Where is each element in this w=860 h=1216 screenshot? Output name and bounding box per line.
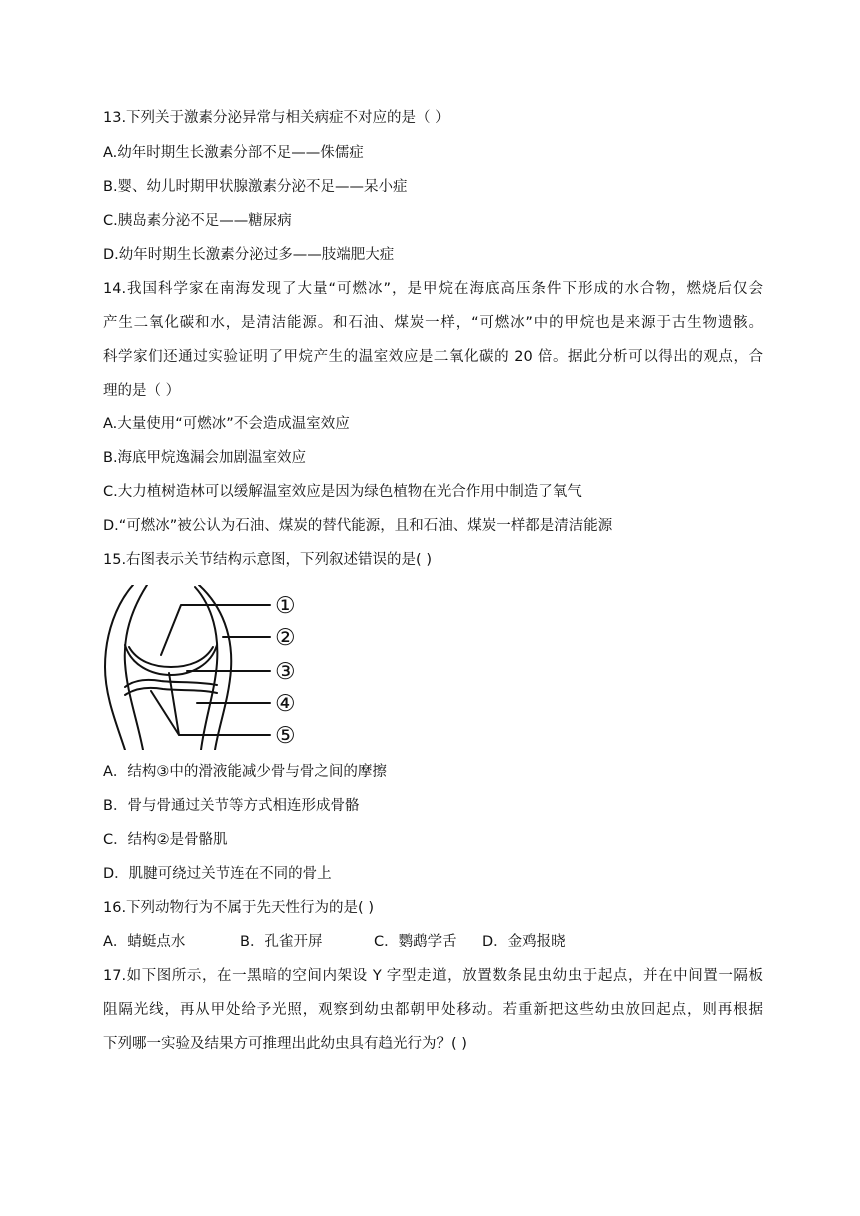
- q14-stem-line-4: 理的是（ ）: [103, 383, 181, 399]
- figure-label-3: ③: [275, 659, 296, 685]
- q13-option-b: B.婴、幼儿时期甲状腺激素分泌不足——呆小症: [103, 179, 408, 195]
- q15-option-d: D．肌腱可绕过关节连在不同的骨上: [103, 866, 332, 882]
- q14-option-b: B.海底甲烷逸漏会加剧温室效应: [103, 450, 307, 466]
- q14-option-d: D.“可燃冰”被公认为石油、煤炭的替代能源，且和石油、煤炭一样都是清洁能源: [103, 518, 613, 534]
- figure-label-1: ①: [275, 593, 296, 619]
- cartilage-upper-line: [129, 647, 213, 667]
- joint-structure-figure: [103, 585, 303, 750]
- figure-label-2: ②: [275, 625, 296, 651]
- figure-label-5: ⑤: [275, 723, 296, 749]
- q14-option-c: C.大力植树造林可以缓解温室效应是因为绿色植物在光合作用中制造了氧气: [103, 484, 582, 500]
- q16-stem: 16.下列动物行为不属于先天性行为的是( ): [103, 900, 374, 916]
- q16-option-c: C．鹦鹉学舌: [374, 934, 457, 950]
- q13-stem: 13.下列关于激素分泌异常与相关病症不对应的是（ ）: [103, 110, 450, 126]
- q15-stem: 15.右图表示关节结构示意图，下列叙述错误的是( ): [103, 552, 432, 568]
- q16-option-a: A．蜻蜓点水: [103, 934, 186, 950]
- q16-option-b: B．孔雀开屏: [240, 934, 323, 950]
- q13-option-c: C.胰岛素分泌不足——糖尿病: [103, 213, 292, 229]
- q17-stem-line-2: 阻隔光线，再从甲处给予光照，观察到幼虫都朝甲处移动。若重新把这些幼虫放回起点，则再根据: [103, 1002, 763, 1018]
- q17-stem-line-3: 下列哪一实验及结果方可推理出此幼虫具有趋光行为？( ): [103, 1036, 467, 1052]
- q13-option-a: A.幼年时期生长激素分部不足——侏儒症: [103, 145, 364, 161]
- capsule-right-line: [199, 585, 231, 750]
- capsule-left-line: [105, 585, 133, 750]
- q14-option-a: A.大量使用“可燃冰”不会造成温室效应: [103, 416, 350, 432]
- q14-stem-line-1: 14.我国科学家在南海发现了大量“可燃冰”，是甲烷在海底高压条件下形成的水合物，燃烧后仅会: [103, 281, 763, 297]
- q15-option-b: B．骨与骨通过关节等方式相连形成骨骼: [103, 798, 360, 814]
- q15-option-c: C．结构②是骨骼肌: [103, 832, 228, 848]
- q16-option-d: D．金鸡报晓: [482, 934, 566, 950]
- q14-stem-line-3: 科学家们还通过实验证明了甲烷产生的温室效应是二氧化碳的 20 倍。据此分析可以得出的观点，合: [103, 349, 763, 365]
- q17-stem-line-1: 17.如下图所示，在一黑暗的空间内架设 Y 字型走道，放置数条昆虫幼虫于起点，并在中间置一隔板: [103, 968, 763, 984]
- figure-label-4: ④: [275, 691, 296, 717]
- q14-stem-line-2: 产生二氧化碳和水，是清洁能源。和石油、煤炭一样，“可燃冰”中的甲烷也是来源于古生物遗骸。: [103, 315, 763, 331]
- q13-option-d: D.幼年时期生长激素分泌过多——肢端肥大症: [103, 247, 395, 263]
- q15-option-a: A．结构③中的滑液能减少骨与骨之间的摩擦: [103, 764, 387, 780]
